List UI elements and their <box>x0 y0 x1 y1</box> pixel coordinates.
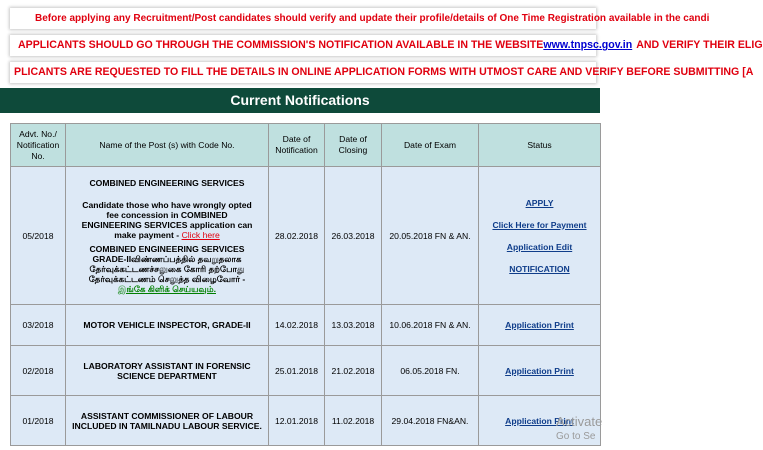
advt-number: 02/2018 <box>11 346 66 396</box>
date-notification: 14.02.2018 <box>269 305 325 346</box>
table-row <box>11 346 601 396</box>
marquee-text: APPLICANTS SHOULD GO THROUGH THE COMMISSION'S NOTIFICATION AVAILABLE IN THE WEBSITEwww.tnpsc.gov.inAND VERIFY THEIR ELIG <box>18 39 763 51</box>
apply-link[interactable]: APPLY <box>525 197 554 208</box>
application-print-link[interactable]: Application Print <box>505 320 574 330</box>
date-exam: 29.04.2018 FN&AN. <box>382 396 479 446</box>
table-row <box>11 305 601 346</box>
tnpsc-website-link[interactable]: www.tnpsc.gov.in <box>543 39 633 51</box>
watermark-subtitle: Go to Se <box>556 431 596 442</box>
advt-number: 03/2018 <box>11 305 66 346</box>
table-row <box>11 396 601 446</box>
column-header-advt: Advt. No./ Notification No. <box>11 124 66 167</box>
post-name: MOTOR VEHICLE INSPECTOR, GRADE-II <box>66 305 269 346</box>
payment-link[interactable]: Click Here for Payment <box>492 219 587 230</box>
advt-number: 05/2018 <box>11 167 66 305</box>
column-header-date-closing: Date of Closing <box>325 124 382 167</box>
date-notification: 28.02.2018 <box>269 167 325 305</box>
date-closing: 26.03.2018 <box>325 167 382 305</box>
table-header-row <box>11 124 601 167</box>
status-cell <box>479 305 601 346</box>
marquee-text: Before applying any Recruitment/Post candidates should verify and update their profile/details of One Time Registration available in the candi <box>35 13 710 24</box>
date-exam: 10.06.2018 FN & AN. <box>382 305 479 346</box>
date-exam: 06.05.2018 FN. <box>382 346 479 396</box>
date-closing: 13.03.2018 <box>325 305 382 346</box>
column-header-status: Status <box>479 124 601 167</box>
post-title: COMBINED ENGINEERING SERVICES <box>89 177 245 188</box>
column-header-date-exam: Date of Exam <box>382 124 479 167</box>
date-closing: 11.02.2018 <box>325 396 382 446</box>
tamil-click-here-link[interactable]: இங்கே கிளிக் செய்யவும். <box>117 283 216 294</box>
date-exam: 20.05.2018 FN & AN. <box>382 167 479 305</box>
marquee-line-profile-update <box>10 8 710 29</box>
application-edit-link[interactable]: Application Edit <box>506 241 573 252</box>
table-row <box>11 167 601 305</box>
post-name: LABORATORY ASSISTANT IN FORENSIC SCIENCE DEPARTMENT <box>66 346 269 396</box>
section-title: Current Notifications <box>0 88 600 113</box>
status-cell <box>479 167 601 305</box>
activation-watermark <box>556 414 602 444</box>
marquee-text: PLICANTS ARE REQUESTED TO FILL THE DETAILS IN ONLINE APPLICATION FORMS WITH UTMOST CARE AND VERIFY BEFORE SUBMITTING [A <box>14 66 754 78</box>
application-print-link[interactable]: Application Print <box>505 415 574 426</box>
post-name: ASSISTANT COMMISSIONER OF LABOUR INCLUDED IN TAMILNADU LABOUR SERVICE. <box>66 396 269 446</box>
post-cell <box>66 167 269 305</box>
click-here-payment-link[interactable]: Click here <box>181 229 220 240</box>
column-header-date-notification: Date of Notification <box>269 124 325 167</box>
watermark-title: Activate <box>556 414 603 429</box>
status-cell <box>479 346 601 396</box>
marquee-line-website-notice <box>10 35 763 56</box>
notification-link[interactable]: NOTIFICATION <box>509 263 570 274</box>
notifications-table <box>10 123 601 446</box>
column-header-post: Name of the Post (s) with Code No. <box>66 124 269 167</box>
date-notification: 25.01.2018 <box>269 346 325 396</box>
date-closing: 21.02.2018 <box>325 346 382 396</box>
application-print-link[interactable]: Application Print <box>505 365 574 376</box>
date-notification: 12.01.2018 <box>269 396 325 446</box>
advt-number: 01/2018 <box>11 396 66 446</box>
marquee-line-application-care <box>10 62 754 83</box>
post-note: Candidate those who have wrongly opted fee concession in COMBINED ENGINEERING SERVICES application can make payment - <box>81 199 253 240</box>
post-grade-note: COMBINED ENGINEERING SERVICES GRADE-IIவிண்ணப்பத்தில் தவறுதலாக தேர்வுக்கட்டணச்சலுகை கோரி தற்போது தேர்வுக்கட்டணம் செலுத்த விழைவோர் - <box>88 243 246 284</box>
